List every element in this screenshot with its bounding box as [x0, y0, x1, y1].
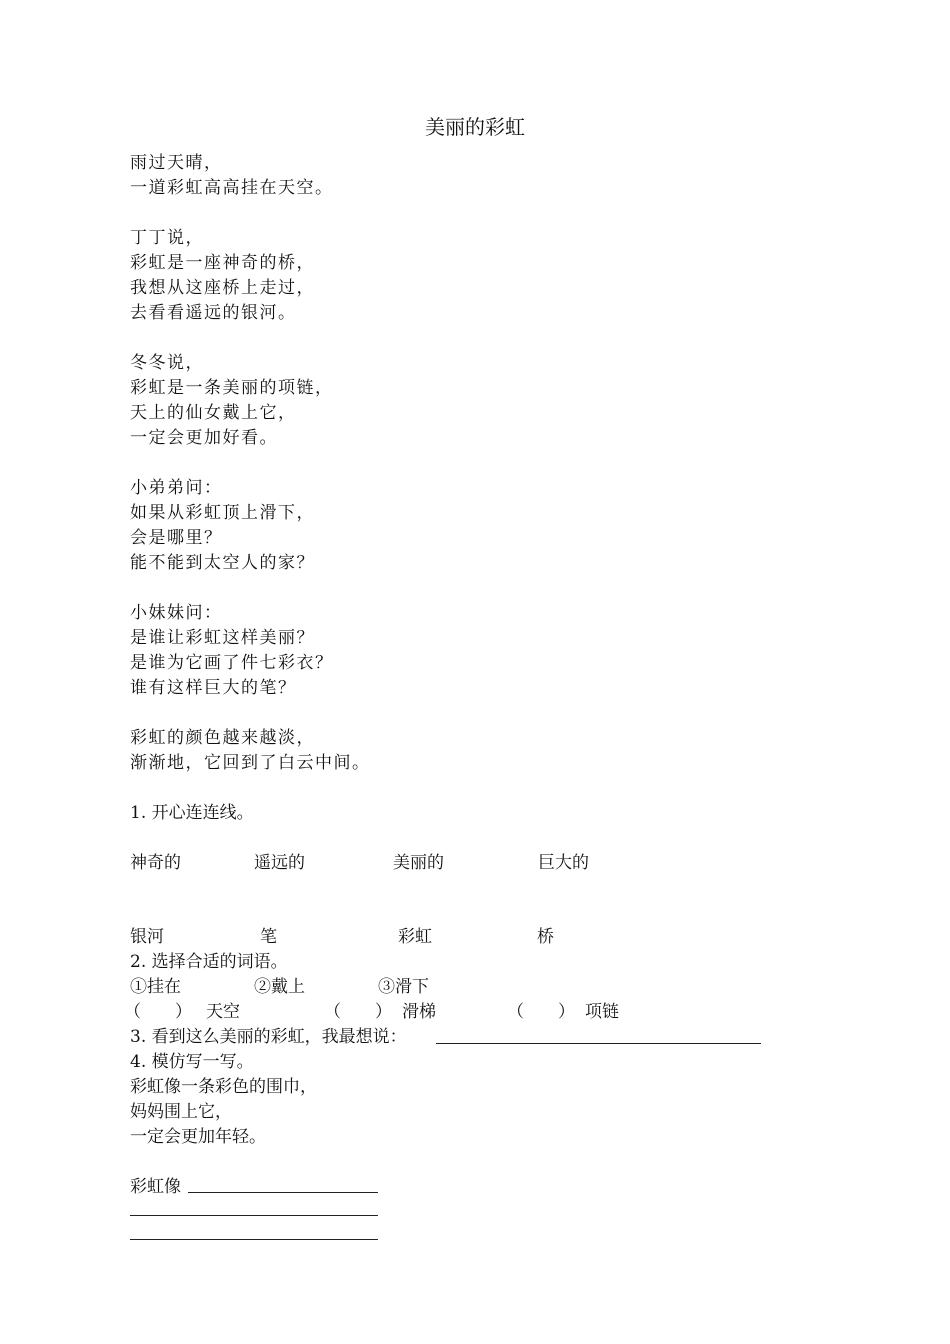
poem-line: 彩虹是一座神奇的桥，	[130, 253, 315, 273]
example-line: 彩虹像一条彩色的围巾，	[130, 1077, 317, 1097]
question-3-label: 3. 看到这么美丽的彩虹，我最想说：	[130, 1027, 407, 1047]
answer-parentheses[interactable]: （ ）	[124, 1002, 192, 1022]
match-top-word: 神奇的	[130, 853, 181, 873]
question-1-label: 1. 开心连连线。	[130, 803, 254, 823]
poem-line: 会是哪里？	[130, 528, 223, 548]
blank-target-word: 滑梯	[402, 1002, 436, 1022]
poem-line: 能不能到太空人的家？	[130, 553, 315, 573]
match-bottom-word: 笔	[260, 927, 277, 947]
answer-parentheses[interactable]: （ ）	[507, 1002, 575, 1022]
answer-blank-line[interactable]	[436, 1043, 761, 1044]
poem-line: 渐渐地，它回到了白云中间。	[130, 753, 371, 773]
option-word: ③滑下	[378, 977, 429, 997]
match-top-word: 遥远的	[254, 853, 305, 873]
blank-target-word: 项链	[585, 1002, 619, 1022]
example-line: 一定会更加年轻。	[130, 1127, 266, 1147]
match-bottom-word: 彩虹	[398, 927, 432, 947]
match-top-word: 美丽的	[393, 853, 444, 873]
question-4-label: 4. 模仿写一写。	[130, 1052, 254, 1072]
answer-parentheses[interactable]: （ ）	[324, 1002, 392, 1022]
imitation-prompt: 彩虹像	[130, 1177, 181, 1197]
option-word: ②戴上	[254, 977, 305, 997]
poem-line: 丁丁说，	[130, 228, 204, 248]
match-bottom-word: 桥	[537, 927, 554, 947]
match-top-word: 巨大的	[538, 853, 589, 873]
poem-line: 是谁让彩虹这样美丽？	[130, 628, 315, 648]
blank-target-word: 天空	[206, 1002, 240, 1022]
poem-line: 一道彩虹高高挂在天空。	[130, 178, 334, 198]
poem-line: 去看看遥远的银河。	[130, 303, 297, 323]
poem-line: 雨过天晴，	[130, 153, 223, 173]
page-title: 美丽的彩虹	[425, 115, 525, 139]
writing-blank-line[interactable]	[130, 1239, 378, 1240]
poem-line: 小弟弟问：	[130, 478, 223, 498]
writing-blank-line[interactable]	[188, 1192, 378, 1193]
poem-line: 冬冬说，	[130, 353, 204, 373]
example-line: 妈妈围上它，	[130, 1102, 232, 1122]
poem-line: 彩虹的颜色越来越淡，	[130, 728, 315, 748]
poem-line: 天上的仙女戴上它，	[130, 403, 297, 423]
writing-blank-line[interactable]	[130, 1215, 378, 1216]
poem-line: 如果从彩虹顶上滑下，	[130, 503, 315, 523]
poem-line: 谁有这样巨大的笔？	[130, 678, 297, 698]
question-2-label: 2. 选择合适的词语。	[130, 952, 288, 972]
option-word: ①挂在	[130, 977, 181, 997]
match-bottom-word: 银河	[130, 927, 164, 947]
poem-line: 彩虹是一条美丽的项链，	[130, 378, 334, 398]
poem-line: 小妹妹问：	[130, 603, 223, 623]
poem-line: 是谁为它画了件七彩衣？	[130, 653, 334, 673]
poem-line: 一定会更加好看。	[130, 428, 278, 448]
poem-line: 我想从这座桥上走过，	[130, 278, 315, 298]
